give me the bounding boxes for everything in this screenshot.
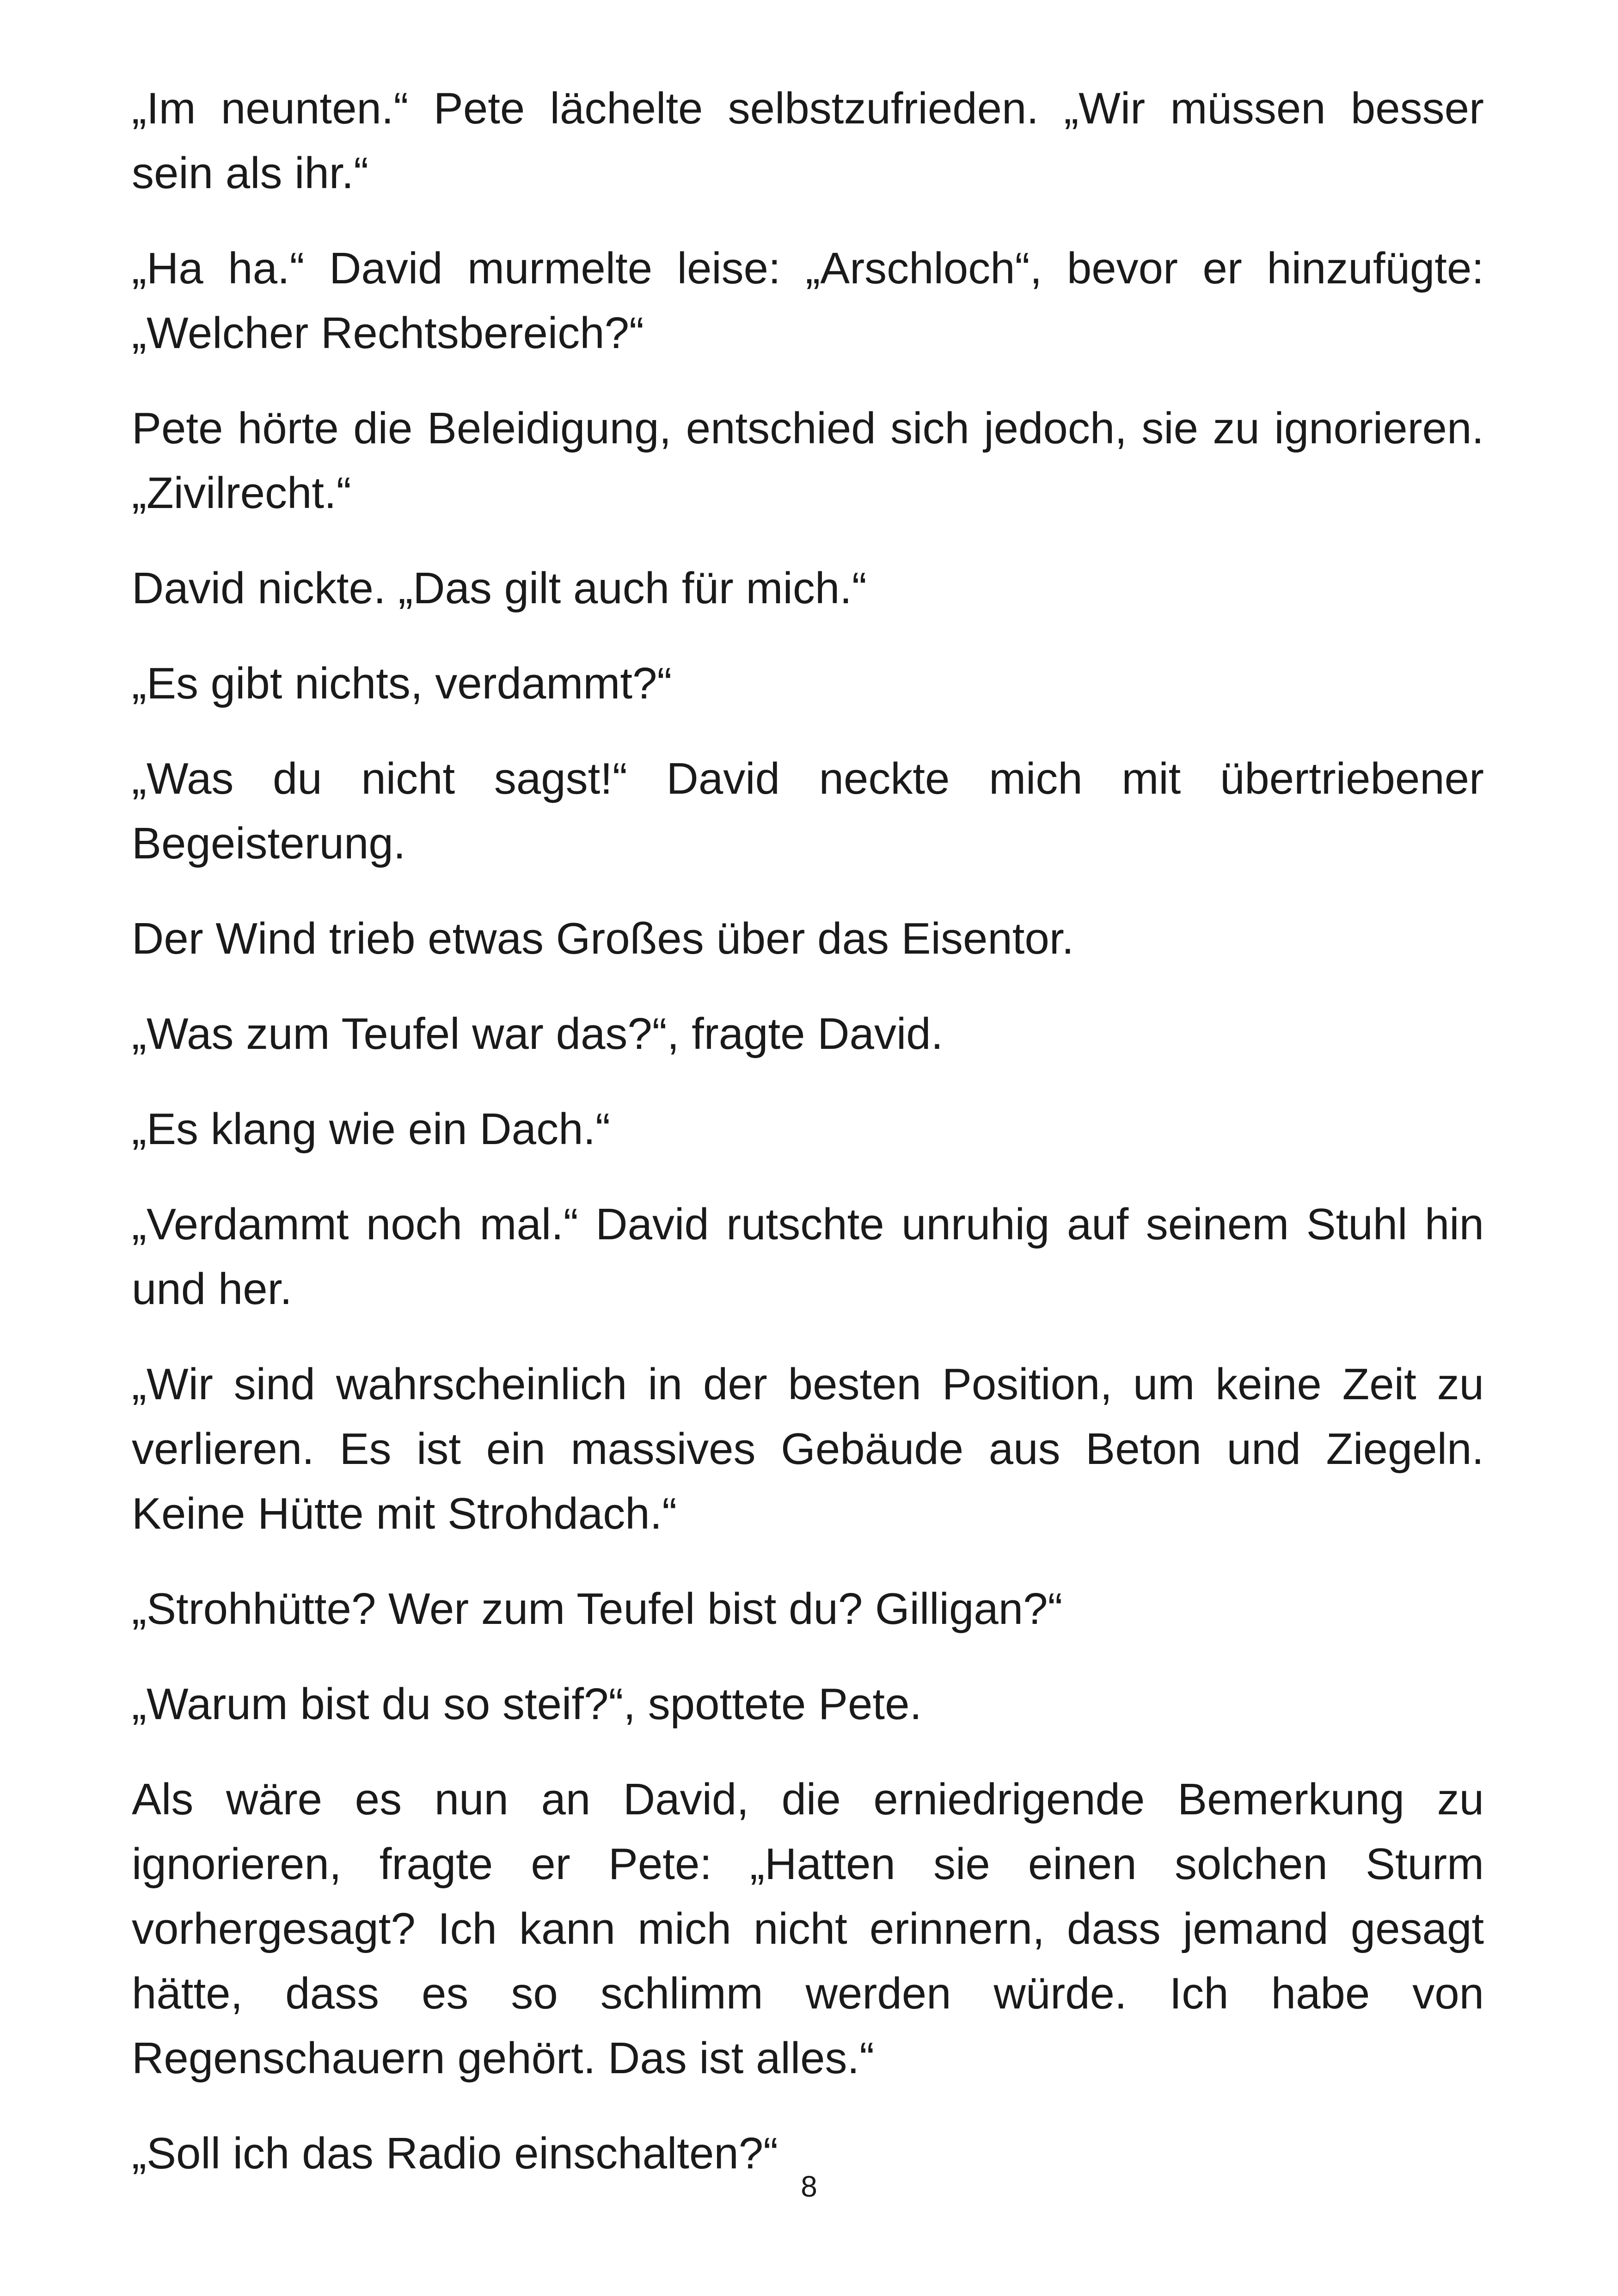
- paragraph: „Es klang wie ein Dach.“: [132, 1104, 611, 1154]
- paragraph: „Ha ha.“ David murmelte leise: „Arschloch“, bevor er hinzufügte: „Welcher Rechtsbereich?“: [132, 244, 1484, 358]
- paragraph: Pete hörte die Beleidigung, entschied sich jedoch, sie zu ignorieren. „Zivilrecht.“: [132, 404, 1484, 518]
- paragraph: „Was zum Teufel war das?“, fragte David.: [132, 1009, 944, 1059]
- paragraph: „Strohhütte? Wer zum Teufel bist du? Gilligan?“: [132, 1584, 1063, 1634]
- page-number: 8: [801, 2170, 817, 2203]
- paragraph: Als wäre es nun an David, die erniedrigende Bemerkung zu ignorieren, fragte er Pete: „Hatten sie einen solchen Sturm vorhergesagt? Ich kann mich nicht erinnern, dass jemand gesagt hätte, dass es so schlimm werden würde. Ich habe von Regenschauern gehört. Das ist alles.“: [132, 1775, 1484, 2083]
- page-body: [132, 76, 1484, 2216]
- paragraph: „Warum bist du so steif?“, spottete Pete.: [132, 1679, 922, 1729]
- paragraph: David nickte. „Das gilt auch für mich.“: [132, 563, 867, 613]
- paragraph: „Es gibt nichts, verdammt?“: [132, 659, 672, 708]
- paragraph: „Im neunten.“ Pete lächelte selbstzufrieden. „Wir müssen besser sein als ihr.“: [132, 84, 1484, 198]
- paragraph: „Verdammt noch mal.“ David rutschte unruhig auf seinem Stuhl hin und her.: [132, 1200, 1484, 1314]
- paragraph: „Soll ich das Radio einschalten?“: [132, 2129, 778, 2178]
- paragraph: „Wir sind wahrscheinlich in der besten Position, um keine Zeit zu verlieren. Es ist ein massives Gebäude aus Beton und Ziegeln. Keine Hütte mit Strohdach.“: [132, 1359, 1484, 1538]
- paragraph: „Was du nicht sagst!“ David neckte mich mit übertriebener Begeisterung.: [132, 754, 1484, 868]
- paragraph: Der Wind trieb etwas Großes über das Eisentor.: [132, 914, 1074, 963]
